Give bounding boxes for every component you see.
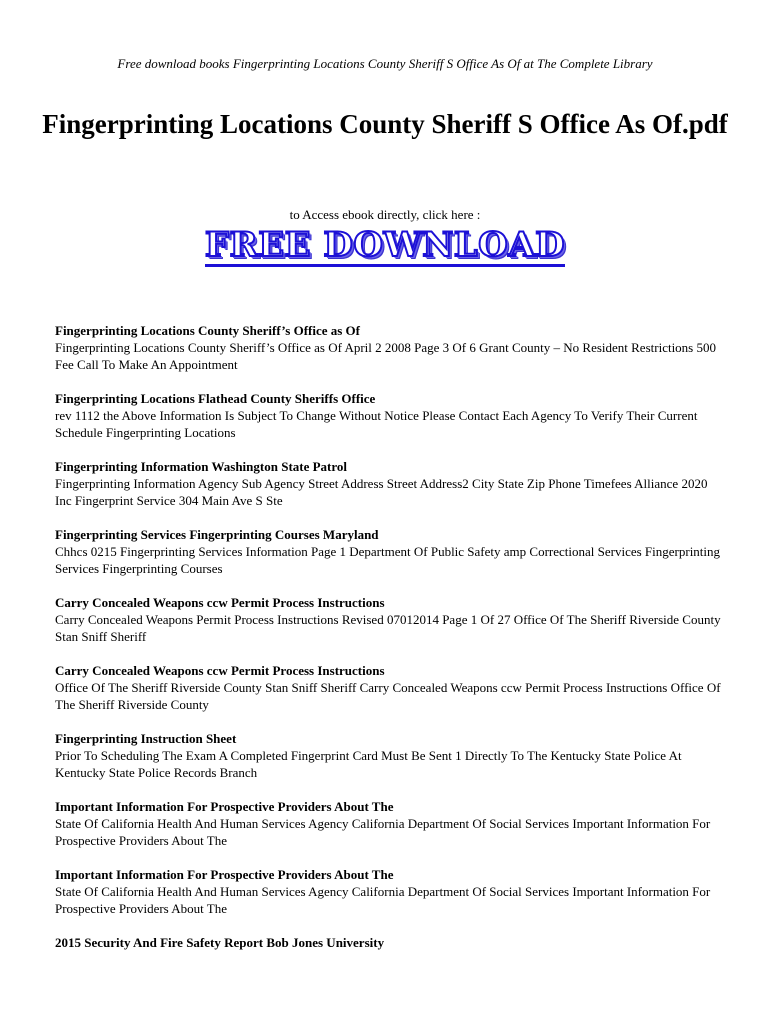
result-item: [55, 390, 725, 441]
result-title[interactable]: Important Information For Prospective Providers About The: [55, 799, 394, 814]
result-title[interactable]: Fingerprinting Services Fingerprinting Courses Maryland: [55, 527, 379, 542]
result-title[interactable]: 2015 Security And Fire Safety Report Bob Jones University: [55, 935, 385, 950]
result-item: [55, 730, 725, 781]
result-title[interactable]: Fingerprinting Locations County Sheriff’s Office as Of: [55, 323, 360, 338]
access-instruction: to Access ebook directly, click here :: [289, 207, 481, 222]
header-text: Free download books Fingerprinting Locations County Sheriff S Office As Of at The Complete Library: [117, 56, 653, 71]
result-item: [55, 594, 725, 645]
result-title[interactable]: Carry Concealed Weapons ccw Permit Process Instructions: [55, 663, 385, 678]
result-title[interactable]: Fingerprinting Instruction Sheet: [55, 731, 237, 746]
result-item: [55, 526, 725, 577]
result-item: [55, 934, 725, 951]
result-item: [55, 798, 725, 849]
result-description: rev 1112 the Above Information Is Subject To Change Without Notice Please Contact Each Agency To Verify Their Current Schedule Fingerprinting Locations: [55, 408, 698, 440]
result-description: Carry Concealed Weapons Permit Process Instructions Revised 07012014 Page 1 Of 27 Office Of The Sheriff Riverside County Stan Sniff Sheriff: [55, 612, 721, 644]
result-description: Office Of The Sheriff Riverside County Stan Sniff Sheriff Carry Concealed Weapons ccw Permit Process Instructions Office Of The Sheriff Riverside County: [55, 680, 721, 712]
result-title[interactable]: Fingerprinting Information Washington State Patrol: [55, 459, 348, 474]
result-description: Fingerprinting Information Agency Sub Agency Street Address Street Address2 City State Zip Phone Timefees Alliance 2020 Inc Fingerprint Service 304 Main Ave S Ste: [55, 476, 708, 508]
free-download-link[interactable]: [0, 226, 770, 267]
result-title[interactable]: Carry Concealed Weapons ccw Permit Process Instructions: [55, 595, 385, 610]
result-item: [55, 662, 725, 713]
result-description: State Of California Health And Human Services Agency California Department Of Social Services Important Information For Prospective Providers About The: [55, 816, 711, 848]
result-description: Prior To Scheduling The Exam A Completed Fingerprint Card Must Be Sent 1 Directly To The Kentucky State Police At Kentucky State Police Records Branch: [55, 748, 682, 780]
free-download-label[interactable]: FREE DOWNLOAD: [204, 225, 566, 265]
result-item: [55, 322, 725, 373]
result-item: [55, 458, 725, 509]
page-title: Fingerprinting Locations County Sheriff S Office As Of.pdf: [42, 109, 728, 139]
result-description: Chhcs 0215 Fingerprinting Services Information Page 1 Department Of Public Safety amp Correctional Services Fingerprinting Services Fingerprinting Courses: [55, 544, 721, 576]
result-title[interactable]: Important Information For Prospective Providers About The: [55, 867, 394, 882]
result-title[interactable]: Fingerprinting Locations Flathead County Sheriffs Office: [55, 391, 376, 406]
result-description: Fingerprinting Locations County Sheriff’s Office as Of April 2 2008 Page 3 Of 6 Grant County – No Resident Restrictions 500 Fee Call To Make An Appointment: [55, 340, 716, 372]
result-description: State Of California Health And Human Services Agency California Department Of Social Services Important Information For Prospective Providers About The: [55, 884, 711, 916]
result-item: [55, 866, 725, 917]
results-list: [55, 322, 725, 968]
